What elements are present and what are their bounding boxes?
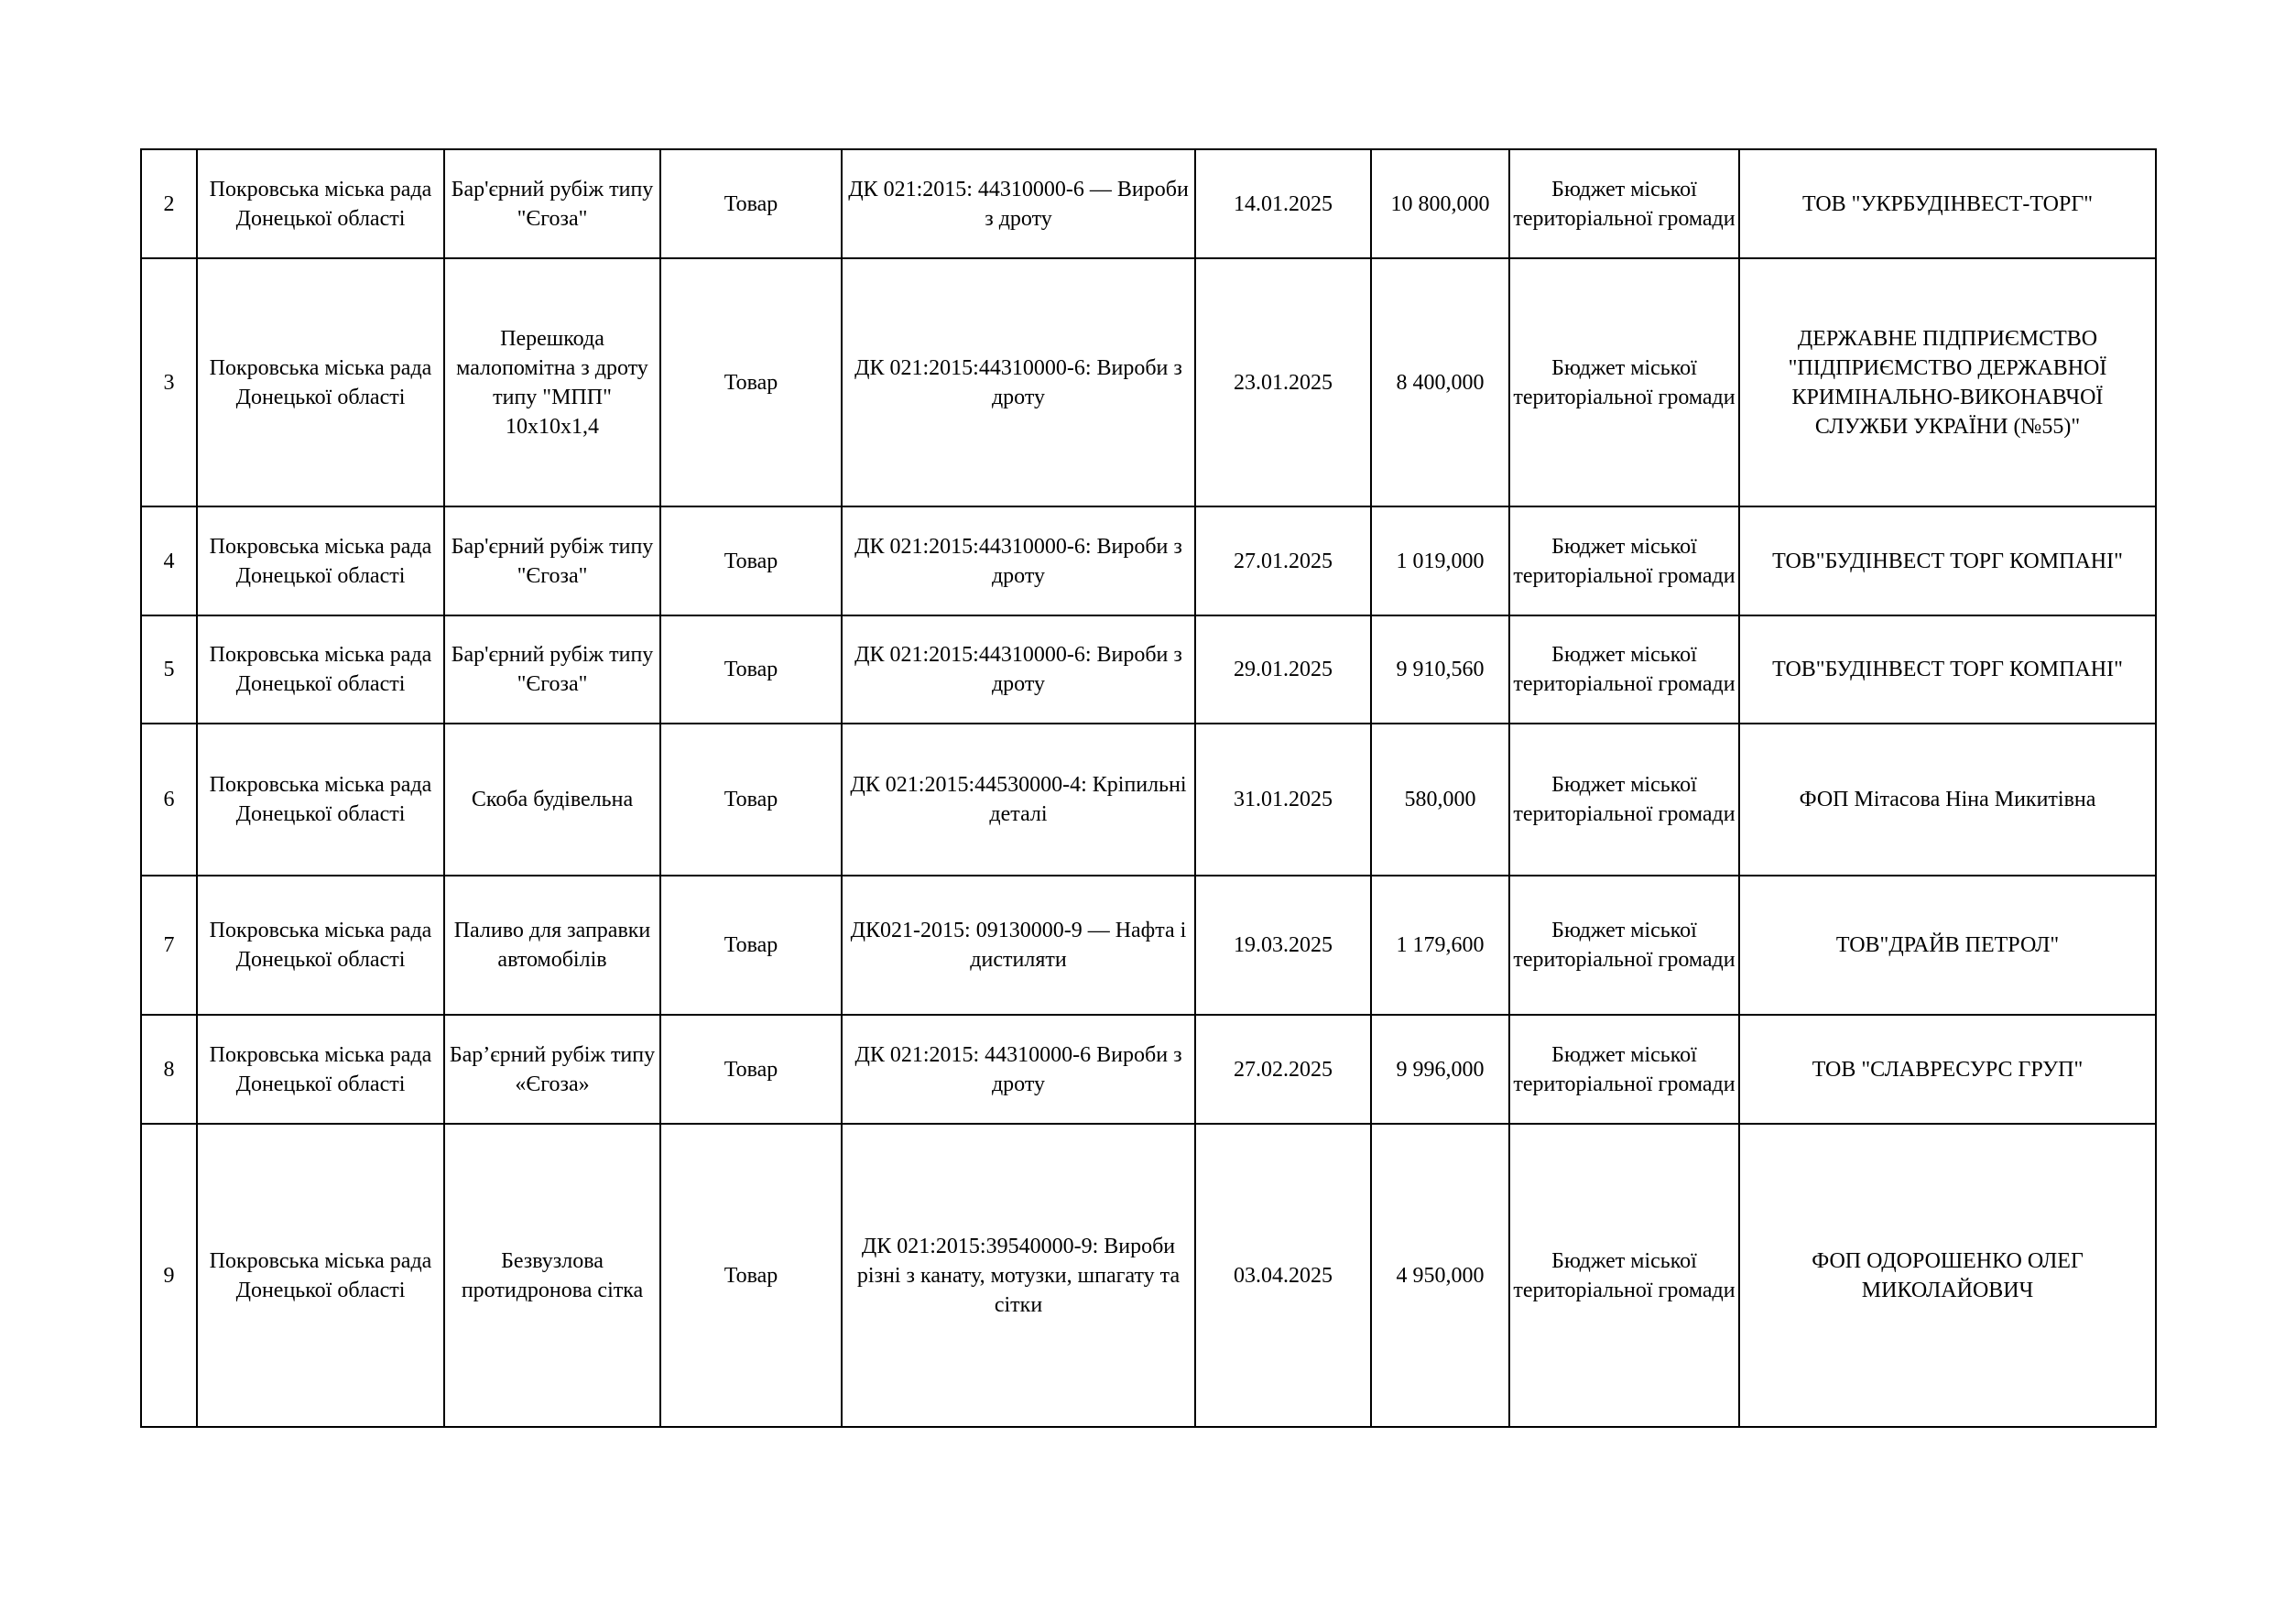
type-cell: Товар (660, 876, 842, 1015)
type-cell: Товар (660, 615, 842, 724)
customer-cell: Покровська міська рада Донецької області (197, 615, 444, 724)
type-cell: Товар (660, 149, 842, 258)
customer-cell: Покровська міська рада Донецької області (197, 506, 444, 615)
funding-source-cell: Бюджет міської територіальної громади (1509, 1124, 1739, 1427)
type-cell: Товар (660, 1124, 842, 1427)
date-cell: 14.01.2025 (1195, 149, 1371, 258)
cpv-cell: ДК 021:2015:39540000-9: Вироби різні з канату, мотузки, шпагату та сітки (842, 1124, 1195, 1427)
customer-cell: Покровська міська рада Донецької області (197, 876, 444, 1015)
customer-cell: Покровська міська рада Донецької області (197, 724, 444, 876)
date-cell: 23.01.2025 (1195, 258, 1371, 506)
type-cell: Товар (660, 258, 842, 506)
funding-source-cell: Бюджет міської територіальної громади (1509, 506, 1739, 615)
table-row (141, 1015, 2156, 1124)
amount-cell: 9 910,560 (1371, 615, 1509, 724)
row-number: 6 (141, 724, 197, 876)
cpv-cell: ДК 021:2015:44310000-6: Вироби з дроту (842, 258, 1195, 506)
table-row (141, 506, 2156, 615)
subject-cell: Перешкода малопомітна з дроту типу "МПП" 10х10х1,4 (444, 258, 660, 506)
subject-cell: Безвузлова протидронова сітка (444, 1124, 660, 1427)
supplier-cell: ФОП Мітасова Ніна Микитівна (1739, 724, 2156, 876)
row-number: 9 (141, 1124, 197, 1427)
funding-source-cell: Бюджет міської територіальної громади (1509, 149, 1739, 258)
cpv-cell: ДК 021:2015:44310000-6: Вироби з дроту (842, 506, 1195, 615)
date-cell: 29.01.2025 (1195, 615, 1371, 724)
subject-cell: Бар'єрний рубіж типу "Єгоза" (444, 615, 660, 724)
type-cell: Товар (660, 506, 842, 615)
row-number: 4 (141, 506, 197, 615)
row-number: 3 (141, 258, 197, 506)
cpv-cell: ДК 021:2015: 44310000-6 — Вироби з дроту (842, 149, 1195, 258)
amount-cell: 9 996,000 (1371, 1015, 1509, 1124)
subject-cell: Бар'єрний рубіж типу "Єгоза" (444, 506, 660, 615)
amount-cell: 8 400,000 (1371, 258, 1509, 506)
funding-source-cell: Бюджет міської територіальної громади (1509, 876, 1739, 1015)
supplier-cell: ТОВ "УКРБУДІНВЕСТ-ТОРГ" (1739, 149, 2156, 258)
supplier-cell: ТОВ"БУДІНВЕСТ ТОРГ КОМПАНІ" (1739, 615, 2156, 724)
subject-cell: Паливо для заправки автомобілів (444, 876, 660, 1015)
table-row (141, 615, 2156, 724)
cpv-cell: ДК 021:2015:44530000-4: Кріпильні деталі (842, 724, 1195, 876)
table-row (141, 258, 2156, 506)
supplier-cell: ТОВ"БУДІНВЕСТ ТОРГ КОМПАНІ" (1739, 506, 2156, 615)
funding-source-cell: Бюджет міської територіальної громади (1509, 1015, 1739, 1124)
customer-cell: Покровська міська рада Донецької області (197, 1124, 444, 1427)
amount-cell: 10 800,000 (1371, 149, 1509, 258)
cpv-cell: ДК 021:2015: 44310000-6 Вироби з дроту (842, 1015, 1195, 1124)
subject-cell: Бар’єрний рубіж типу «Єгоза» (444, 1015, 660, 1124)
customer-cell: Покровська міська рада Донецької області (197, 149, 444, 258)
supplier-cell: ФОП ОДОРОШЕНКО ОЛЕГ МИКОЛАЙОВИЧ (1739, 1124, 2156, 1427)
cpv-cell: ДК 021:2015:44310000-6: Вироби з дроту (842, 615, 1195, 724)
date-cell: 27.02.2025 (1195, 1015, 1371, 1124)
amount-cell: 1 179,600 (1371, 876, 1509, 1015)
table-row (141, 876, 2156, 1015)
date-cell: 19.03.2025 (1195, 876, 1371, 1015)
row-number: 2 (141, 149, 197, 258)
amount-cell: 580,000 (1371, 724, 1509, 876)
supplier-cell: ТОВ"ДРАЙВ ПЕТРОЛ" (1739, 876, 2156, 1015)
procurement-table (140, 148, 2157, 1428)
supplier-cell: ТОВ "СЛАВРЕСУРС ГРУП" (1739, 1015, 2156, 1124)
table-row (141, 724, 2156, 876)
row-number: 7 (141, 876, 197, 1015)
customer-cell: Покровська міська рада Донецької області (197, 258, 444, 506)
type-cell: Товар (660, 724, 842, 876)
cpv-cell: ДК021-2015: 09130000-9 — Нафта і дистиляти (842, 876, 1195, 1015)
date-cell: 31.01.2025 (1195, 724, 1371, 876)
customer-cell: Покровська міська рада Донецької області (197, 1015, 444, 1124)
table-row (141, 1124, 2156, 1427)
funding-source-cell: Бюджет міської територіальної громади (1509, 258, 1739, 506)
row-number: 5 (141, 615, 197, 724)
table-row (141, 149, 2156, 258)
date-cell: 03.04.2025 (1195, 1124, 1371, 1427)
subject-cell: Скоба будівельна (444, 724, 660, 876)
amount-cell: 4 950,000 (1371, 1124, 1509, 1427)
funding-source-cell: Бюджет міської територіальної громади (1509, 615, 1739, 724)
subject-cell: Бар'єрний рубіж типу "Єгоза" (444, 149, 660, 258)
amount-cell: 1 019,000 (1371, 506, 1509, 615)
type-cell: Товар (660, 1015, 842, 1124)
row-number: 8 (141, 1015, 197, 1124)
supplier-cell: ДЕРЖАВНЕ ПІДПРИЄМСТВО "ПІДПРИЄМСТВО ДЕРЖАВНОЇ КРИМІНАЛЬНО-ВИКОНАВЧОЇ СЛУЖБИ УКРАЇНИ (№55)" (1739, 258, 2156, 506)
funding-source-cell: Бюджет міської територіальної громади (1509, 724, 1739, 876)
date-cell: 27.01.2025 (1195, 506, 1371, 615)
